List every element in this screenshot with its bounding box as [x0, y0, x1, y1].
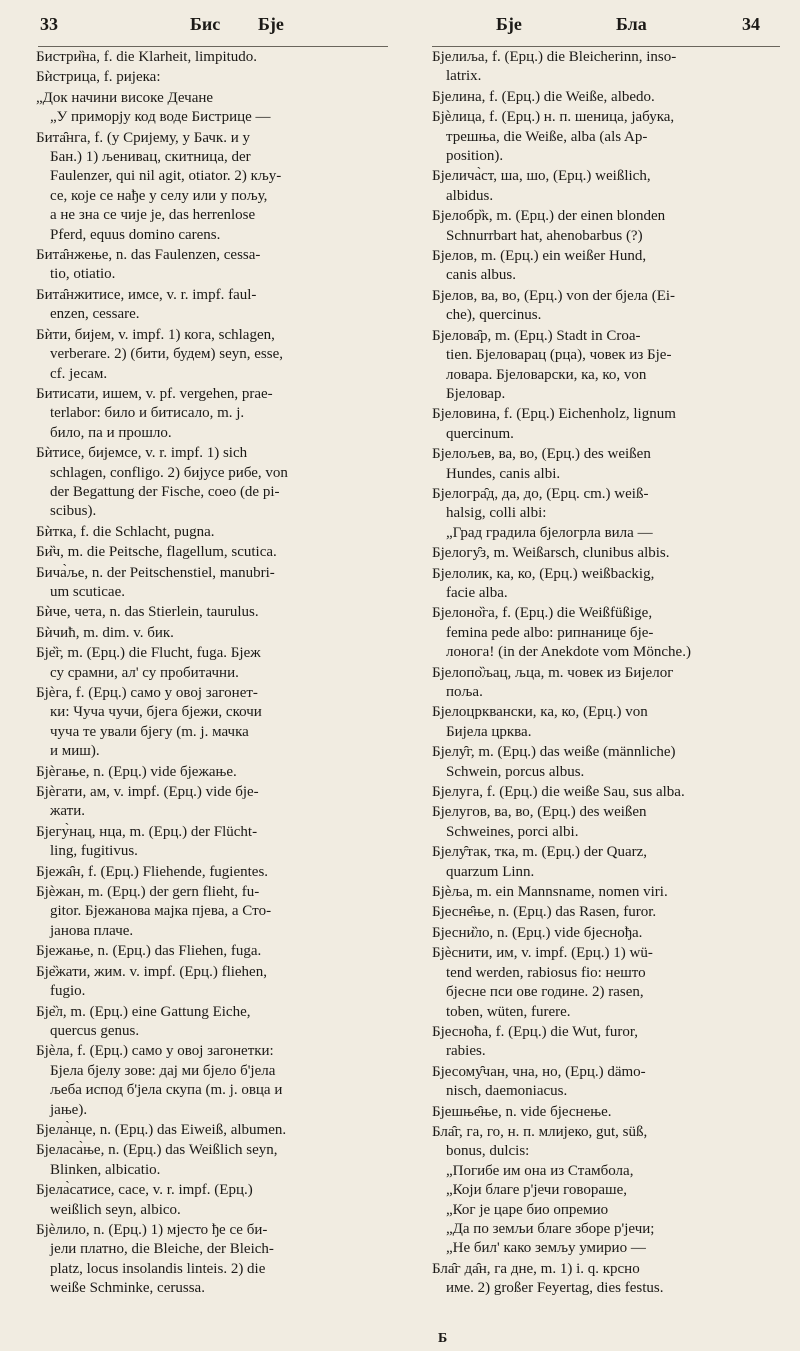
- dictionary-entry: [36, 523, 404, 542]
- entry-line: јели платно, die Bleiche, der Bleich-: [50, 1241, 274, 1258]
- entry-line: canis albus.: [446, 267, 516, 284]
- entry-line: Бјесне̑ње, n. (Ерц.) das Rasen, furor.: [432, 904, 657, 921]
- entry-line: Schwein, porcus albus.: [446, 763, 585, 780]
- entry-line: „Погибе им она из Стамбола,: [446, 1162, 634, 1179]
- entry-line: weißlich seyn, albico.: [50, 1201, 181, 1218]
- entry-line: Бјела̀нце, n. (Ерц.) das Eiweiß, albumen.: [36, 1121, 287, 1138]
- entry-line: се, које се нађе у селу или у пољу,: [50, 187, 268, 204]
- entry-line: Schnurrbart hat, ahenobarbus (?): [446, 227, 643, 244]
- entry-line: femina pede albo: рипнанице бје-: [446, 624, 654, 641]
- entry-line: бјесне пси ове године. 2) rasen,: [446, 984, 644, 1001]
- dictionary-entry: [432, 883, 784, 902]
- entry-line: Бјѐгати, ам, v. impf. (Ерц.) vide бје-: [36, 784, 259, 801]
- entry-line: Бјела бјелу зове: дај ми бјело б'јела: [50, 1062, 276, 1079]
- guide-word-right-to: Бла: [616, 14, 647, 34]
- entry-line: rabies.: [446, 1043, 486, 1060]
- entry-line: „Који благе р'јечи говораше,: [446, 1182, 627, 1199]
- entry-line: nisch, daemoniacus.: [446, 1083, 568, 1100]
- entry-line: Бјелу̑так, тка, m. (Ерц.) der Quarz,: [432, 844, 648, 861]
- entry-line: Бјела̀сатисе, сасе, v. r. impf. (Ерц.): [36, 1182, 253, 1199]
- dictionary-entry: [432, 903, 784, 922]
- entry-line: tien. Бјеловарац (рца), човек из Бје-: [446, 347, 672, 364]
- guide-word-left-to: Бје: [258, 14, 284, 34]
- dictionary-entry: [36, 444, 404, 522]
- dictionary-entry: [432, 743, 784, 782]
- entry-line: tio, otiatio.: [50, 266, 116, 283]
- entry-line: Бјелобр̏к, m. (Ерц.) der einen blonden: [432, 208, 666, 225]
- entry-line: Бјѐжан, m. (Ерц.) der gern flieht, fu-: [36, 884, 260, 901]
- left-column: [36, 48, 404, 1351]
- entry-line: latrix.: [446, 68, 482, 85]
- entry-line: terlabor: било и битисало, m. j.: [50, 405, 245, 422]
- signature-mark: Б: [438, 1331, 448, 1346]
- entry-line: weiße Schminke, cerussa.: [50, 1280, 205, 1297]
- entry-line: Бјѐга, f. (Ерц.) само у овој загонет-: [36, 685, 258, 701]
- dictionary-entry: [432, 1023, 784, 1062]
- entry-line: Hundes, canis albi.: [446, 465, 561, 482]
- running-header: [0, 6, 800, 46]
- entry-line: Бјѐла, f. (Ерц.) само у овој загонетки:: [36, 1043, 274, 1060]
- entry-line: Бјелова̑р, m. (Ерц.) Stadt in Croa-: [432, 327, 641, 344]
- entry-line: трешња, die Weiße, alba (als Ap-: [446, 128, 648, 145]
- dictionary-entry: [36, 823, 404, 862]
- dictionary-entry: [432, 445, 784, 484]
- dictionary-entry: [36, 763, 404, 782]
- dictionary-entry: [432, 783, 784, 802]
- entry-line: Бјеласа̀ње, n. (Ерц.) das Weißlich seyn,: [36, 1142, 278, 1159]
- entry-line: Би̏ч, m. die Peitsche, flagellum, scutica.: [36, 544, 277, 561]
- entry-line: име. 2) großer Feyertag, dies festus.: [446, 1280, 664, 1297]
- entry-line: schlagen, confligo. 2) бијусе рибе, von: [50, 464, 288, 481]
- entry-line: јанова плаче.: [50, 922, 134, 939]
- entry-line: Pferd, equus domino carens.: [50, 226, 221, 243]
- right-column: [432, 48, 784, 1351]
- dictionary-entry: [36, 326, 404, 384]
- guide-word-right-from: Бје: [496, 14, 522, 34]
- entry-line: ки: Чуча чучи, бјега бјежи, скочи: [50, 704, 262, 721]
- entry-line: Бјѐлица, f. (Ерц.) н. п. шеница, јабука,: [432, 109, 675, 126]
- entry-line: Бита̑нжење, n. das Faulenzen, cessa-: [36, 247, 261, 264]
- entry-line: albidus.: [446, 187, 494, 204]
- dictionary-entry: [432, 247, 784, 286]
- entry-line: Blinken, albicatio.: [50, 1161, 161, 1178]
- entry-line: quarzum Linn.: [446, 863, 535, 880]
- dictionary-entry: [36, 564, 404, 603]
- entry-line: tend werden, rabiosus fio: нешто: [446, 964, 646, 981]
- entry-line: um scuticae.: [50, 583, 125, 600]
- entry-line: toben, wüten, furere.: [446, 1003, 571, 1020]
- entry-line: Бјеловар.: [446, 385, 506, 402]
- entry-line: fugio.: [50, 983, 86, 1000]
- page-number-left: 33: [40, 14, 58, 34]
- dictionary-entry: [432, 544, 784, 563]
- entry-line: halsig, colli albi:: [446, 505, 547, 522]
- entry-line: „Не бил' како земљу умирио —: [446, 1240, 646, 1257]
- dictionary-entry: [432, 664, 784, 703]
- dictionary-entry: [432, 565, 784, 604]
- dictionary-entry: [36, 863, 404, 882]
- header-rule-right: [432, 46, 780, 47]
- entry-line: facie alba.: [446, 584, 508, 601]
- entry-line: „Да по земљи благе зборе р'јечи;: [446, 1220, 655, 1237]
- entry-line: platz, locus insolandis linteis. 2) die: [50, 1260, 266, 1277]
- entry-line: Бјегу̀нац, нца, m. (Ерц.) der Flücht-: [36, 823, 258, 840]
- header-rule-left: [38, 46, 388, 47]
- entry-line: scibus).: [50, 503, 97, 520]
- dictionary-entry: [432, 207, 784, 246]
- entry-line: ловара. Бјеловарски, ка, ко, von: [446, 366, 647, 383]
- entry-line: Бита̑нжитисе, имсе, v. r. impf. faul-: [36, 286, 257, 303]
- entry-line: Бјелов, ва, во, (Ерц.) von der бјела (Ei-: [432, 287, 676, 304]
- entry-line: bonus, dulcis:: [446, 1143, 530, 1160]
- entry-line: лонога! (in der Anekdote vom Mönche.): [446, 644, 691, 661]
- entry-line: Бјѐлило, n. (Ерц.) 1) мјесто ђе се би-: [36, 1221, 268, 1238]
- entry-line: „Ког је царе био опремио: [446, 1201, 609, 1218]
- dictionary-entry: [36, 1121, 404, 1140]
- dictionary-entry: [432, 1123, 784, 1259]
- entry-line: „У приморју код воде Бистрице —: [50, 109, 271, 126]
- entry-line: che), quercinus.: [446, 307, 542, 324]
- entry-line: Бан.) 1) љенивац, скитница, der: [50, 149, 251, 166]
- dictionary-entry: [36, 963, 404, 1002]
- entry-line: Бѝстрица, f. ријека:: [36, 69, 161, 86]
- dictionary-entry: [432, 944, 784, 1022]
- entry-line: Бјесому̑чан, чна, но, (Ерц.) dämo-: [432, 1063, 646, 1080]
- entry-line: der Begattung der Fische, coeo (de pi-: [50, 483, 280, 500]
- entry-line: Бјелопо̏љац, љца, m. човек из Бијелог: [432, 664, 674, 681]
- entry-line: Бјелољев, ва, во, (Ерц.) des weißen: [432, 446, 651, 463]
- dictionary-entry: [36, 129, 404, 245]
- dictionary-entry: [432, 843, 784, 882]
- entry-line: су срамни, ал' су пробитачни.: [50, 664, 239, 681]
- entry-line: Schweines, porci albi.: [446, 823, 579, 840]
- entry-line: јање).: [50, 1101, 88, 1118]
- entry-line: Бјелогра̑д, да, до, (Ерц. сm.) weiß-: [432, 485, 649, 502]
- entry-line: quercinum.: [446, 425, 514, 442]
- dictionary-entry: [432, 604, 784, 662]
- entry-line: Бјелина, f. (Ерц.) die Weiße, albedo.: [432, 88, 655, 105]
- entry-line: чуча те ували бјегу (m. j. мачка: [50, 723, 249, 740]
- dictionary-entry: [36, 1003, 404, 1042]
- guide-word-left-from: Бис: [190, 14, 221, 34]
- dictionary-entry: [36, 68, 404, 87]
- entry-line: verberare. 2) (бити, будем) seyn, esse,: [50, 346, 283, 363]
- entry-line: ling, fugitivus.: [50, 843, 138, 860]
- entry-line: Бѝтка, f. die Schlacht, pugna.: [36, 523, 215, 540]
- entry-line: Бјелу̑г, m. (Ерц.) das weiße (männliche): [432, 744, 676, 761]
- entry-line: а не зна се чије је, das herrenlose: [50, 207, 256, 224]
- dictionary-entry: [432, 108, 784, 166]
- entry-line: Бѝчић, m. dim. v. бик.: [36, 624, 174, 641]
- dictionary-entry: [36, 1141, 404, 1180]
- entry-line: Бјелоно̏га, f. (Ерц.) die Weißfüßige,: [432, 605, 653, 622]
- entry-line: Бјежање, n. (Ерц.) das Fliehen, fuga.: [36, 943, 262, 960]
- entry-line: Бјеловина, f. (Ерц.) Eichenholz, lignum: [432, 406, 676, 423]
- page-number-right: 34: [742, 14, 760, 34]
- dictionary-entry: [36, 624, 404, 643]
- entry-line: и миш).: [50, 743, 100, 760]
- entry-line: Бјелогу̑з, m. Weißarsch, clunibus albis.: [432, 545, 670, 562]
- entry-line: Бла̑г да̑н, га дне, m. 1) i. q. крсно: [432, 1260, 640, 1277]
- entry-line: quercus genus.: [50, 1022, 140, 1039]
- dictionary-entry: [432, 703, 784, 742]
- entry-line: Бјелиља, f. (Ерц.) die Bleicherinn, inso-: [432, 49, 677, 65]
- dictionary-entry: [36, 684, 404, 762]
- dictionary-entry: [36, 89, 404, 128]
- entry-line: Бје̏жати, жим. v. impf. (Ерц.) fliehen,: [36, 963, 267, 980]
- entry-line: Бјежа̑н, f. (Ерц.) Fliehende, fugientes.: [36, 863, 269, 880]
- entry-line: Бјѐснити, им, v. impf. (Ерц.) 1) wü-: [432, 945, 653, 962]
- entry-line: Бјѐља, m. ein Mannsname, nomen viri.: [432, 884, 668, 901]
- dictionary-entry: [432, 48, 784, 87]
- entry-line: Битисати, ишем, v. pf. vergehen, prae-: [36, 385, 273, 402]
- dictionary-entry: [432, 1063, 784, 1102]
- dictionary-entry: [36, 942, 404, 961]
- entry-line: било, па и прошло.: [50, 424, 172, 441]
- entry-line: жати.: [50, 803, 85, 820]
- dictionary-entry: [432, 167, 784, 206]
- entry-line: gitor. Бјежанова мајка пјева, а Стo-: [50, 903, 272, 920]
- dictionary-entry: [432, 405, 784, 444]
- dictionary-entry: [36, 883, 404, 941]
- entry-line: Бјелов, m. (Ерц.) ein weißer Hund,: [432, 248, 647, 265]
- entry-line: Бјѐгање, n. (Ерц.) vide бјежање.: [36, 763, 237, 780]
- dictionary-entry: [432, 88, 784, 107]
- dictionary-entry: [432, 1260, 784, 1299]
- entry-line: Бистри̏на, f. die Klarheit, limpitudo.: [36, 49, 258, 65]
- entry-line: „Док начини високе Дечане: [36, 89, 214, 106]
- dictionary-entry: [432, 1103, 784, 1122]
- dictionary-entry: [432, 327, 784, 405]
- dictionary-entry: [36, 286, 404, 325]
- dictionary-entry: [432, 924, 784, 943]
- entry-line: Бјелича̀ст, ша, шо, (Ерц.) weißlich,: [432, 168, 651, 185]
- dictionary-entry: [432, 803, 784, 842]
- dictionary-entry: [432, 485, 784, 543]
- entry-line: Бѝтисе, бијемсе, v. r. impf. 1) sich: [36, 445, 248, 462]
- dictionary-entry: [36, 1181, 404, 1220]
- dictionary-entry: [36, 783, 404, 822]
- dictionary-entry: [36, 385, 404, 443]
- entry-line: Бјесни̏ло, n. (Ерц.) vide бјеснођа.: [432, 924, 643, 941]
- entry-line: Бѝти, бијем, v. impf. 1) кога, schlagen,: [36, 326, 275, 343]
- dictionary-entry: [36, 48, 404, 67]
- entry-line: enzen, cessare.: [50, 306, 140, 323]
- entry-line: cf. јесам.: [50, 365, 108, 382]
- dictionary-entry: [36, 543, 404, 562]
- entry-line: Бијела црква.: [446, 723, 532, 740]
- entry-line: Бје̏л, m. (Ерц.) eine Gattung Eiche,: [36, 1003, 251, 1020]
- entry-line: Бјелугов, ва, во, (Ерц.) des weißen: [432, 804, 647, 821]
- dictionary-entry: [36, 603, 404, 622]
- entry-line: Faulenzer, qui nil agit, otiator. 2) кљу-: [50, 168, 282, 185]
- entry-line: Бјешње̑ње, n. vide бјеснење.: [432, 1103, 612, 1120]
- entry-line: Бича̀ље, n. der Peitschenstiel, manubri-: [36, 564, 275, 581]
- entry-line: Бјесноћа, f. (Ерц.) die Wut, furor,: [432, 1023, 638, 1040]
- entry-line: Бита̑нга, f. (у Сријему, у Бачк. и у: [36, 129, 250, 146]
- entry-line: поља.: [446, 684, 483, 700]
- entry-line: Бје̏г, m. (Ерц.) die Flucht, fuga. Бјеж: [36, 645, 261, 662]
- entry-line: position).: [446, 148, 504, 165]
- dictionary-entry: [36, 1042, 404, 1120]
- entry-line: Бла̑г, га, го, н. п. млијеко, gut, süß,: [432, 1123, 648, 1140]
- dictionary-entry: [36, 1221, 404, 1299]
- entry-line: Бјелолик, ка, ко, (Ерц.) weißbackig,: [432, 565, 655, 582]
- dictionary-entry: [36, 644, 404, 683]
- entry-line: Бјелуга, f. (Ерц.) die weiße Sau, sus alba.: [432, 784, 685, 801]
- dictionary-entry: [36, 246, 404, 285]
- entry-line: Бјелоцрквански, ка, ко, (Ерц.) von: [432, 704, 648, 721]
- entry-line: Бѝче, чета, n. das Stierlein, taurulus.: [36, 604, 259, 621]
- dictionary-entry: [432, 287, 784, 326]
- entry-line: „Град градила бјелогрла вила —: [446, 524, 653, 541]
- entry-line: љеба испод б'јела скупа (m. j. овца и: [50, 1082, 283, 1099]
